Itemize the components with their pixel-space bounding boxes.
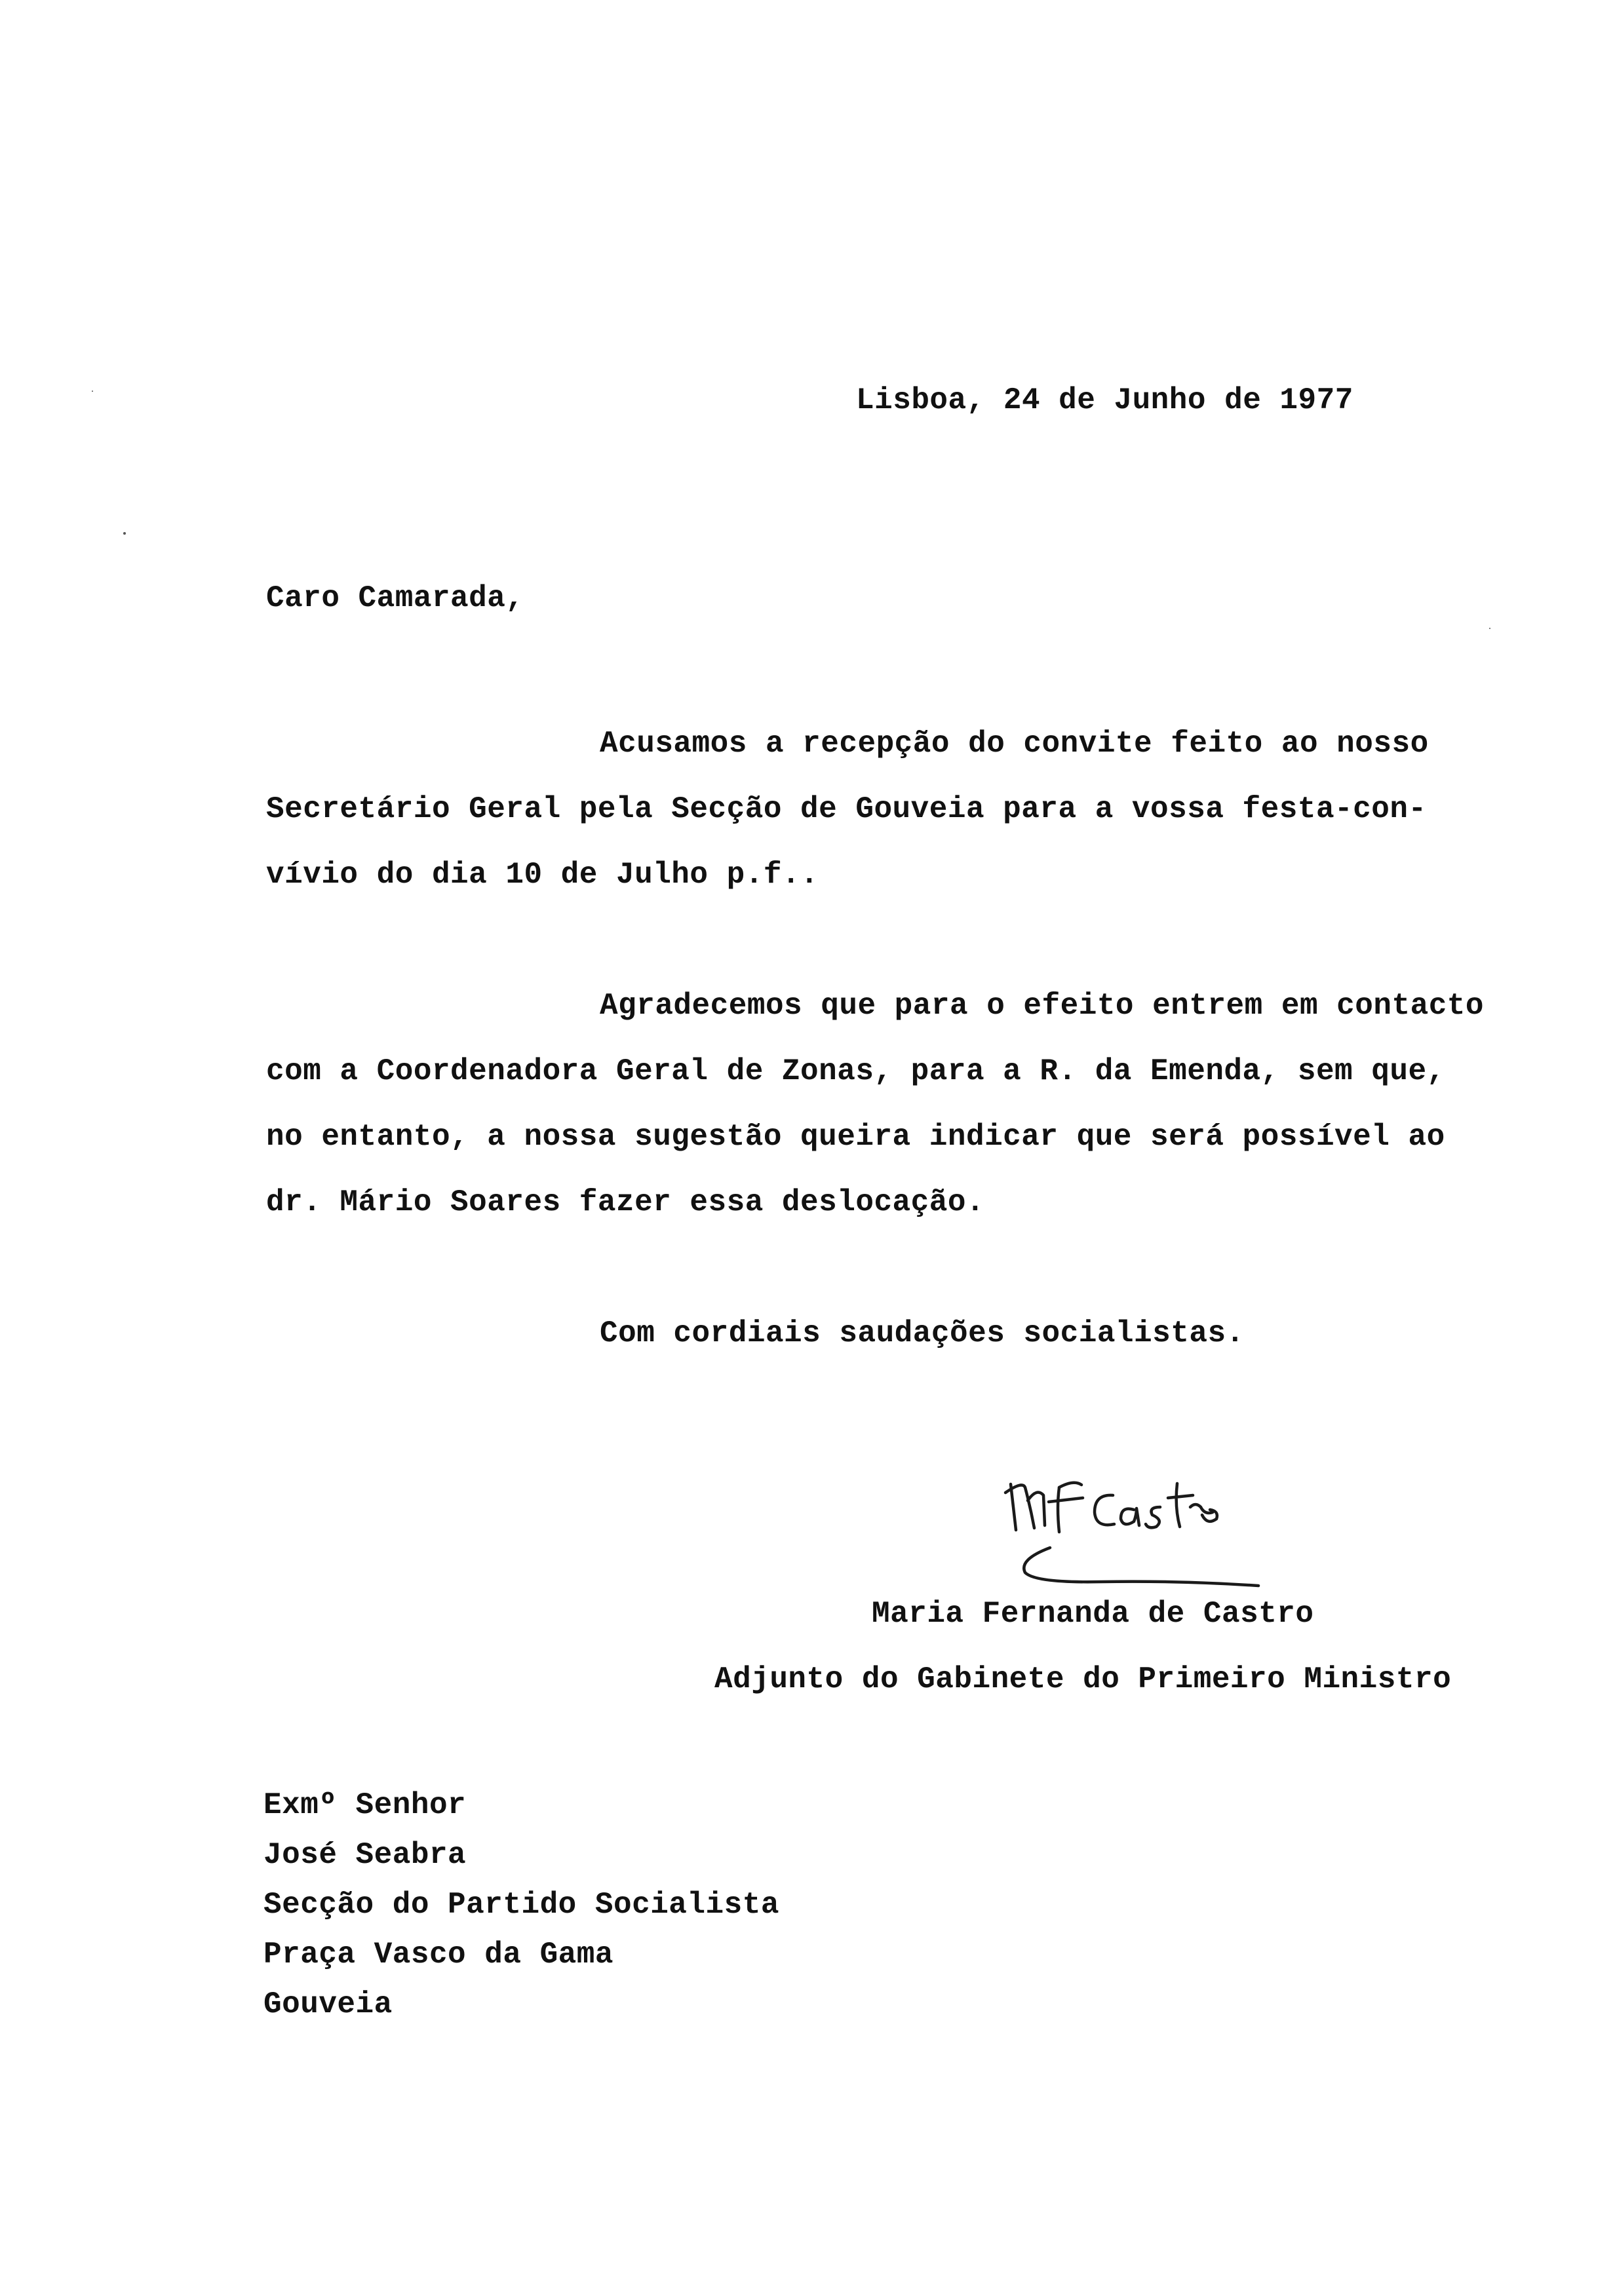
scan-speck: [123, 532, 126, 535]
handwritten-signature: [996, 1461, 1285, 1605]
paragraph2-line: Agradecemos que para o efeito entrem em contacto: [600, 989, 1485, 1023]
recipient-line: Gouveia: [263, 1987, 393, 2021]
paragraph2-line: dr. Mário Soares fazer essa deslocação.: [266, 1185, 985, 1219]
closing-line: Com cordiais saudações socialistas.: [600, 1316, 1245, 1350]
date-line: Lisboa, 24 de Junho de 1977: [856, 383, 1353, 417]
salutation: Caro Camarada,: [266, 581, 524, 615]
scan-speck: [92, 391, 93, 392]
recipient-line: Praça Vasco da Gama: [263, 1938, 613, 1972]
paragraph1-line: Acusamos a recepção do convite feito ao nosso: [600, 727, 1429, 761]
paragraph2-line: com a Coordenadora Geral de Zonas, para a R. da Emenda, sem que,: [266, 1054, 1445, 1088]
paragraph2-line: no entanto, a nossa sugestão queira indicar que será possível ao: [266, 1120, 1445, 1154]
paragraph1-line: vívio do dia 10 de Julho p.f..: [266, 858, 819, 892]
scan-speck: [1489, 628, 1490, 629]
paragraph1-line: Secretário Geral pela Secção de Gouveia para a vossa festa-con-: [266, 792, 1427, 826]
recipient-line: Secção do Partido Socialista: [263, 1888, 779, 1922]
recipient-line: Exmº Senhor: [263, 1788, 467, 1822]
signer-name: Maria Fernanda de Castro: [872, 1597, 1314, 1631]
recipient-line: José Seabra: [263, 1838, 467, 1872]
signer-title: Adjunto do Gabinete do Primeiro Ministro: [714, 1662, 1452, 1696]
